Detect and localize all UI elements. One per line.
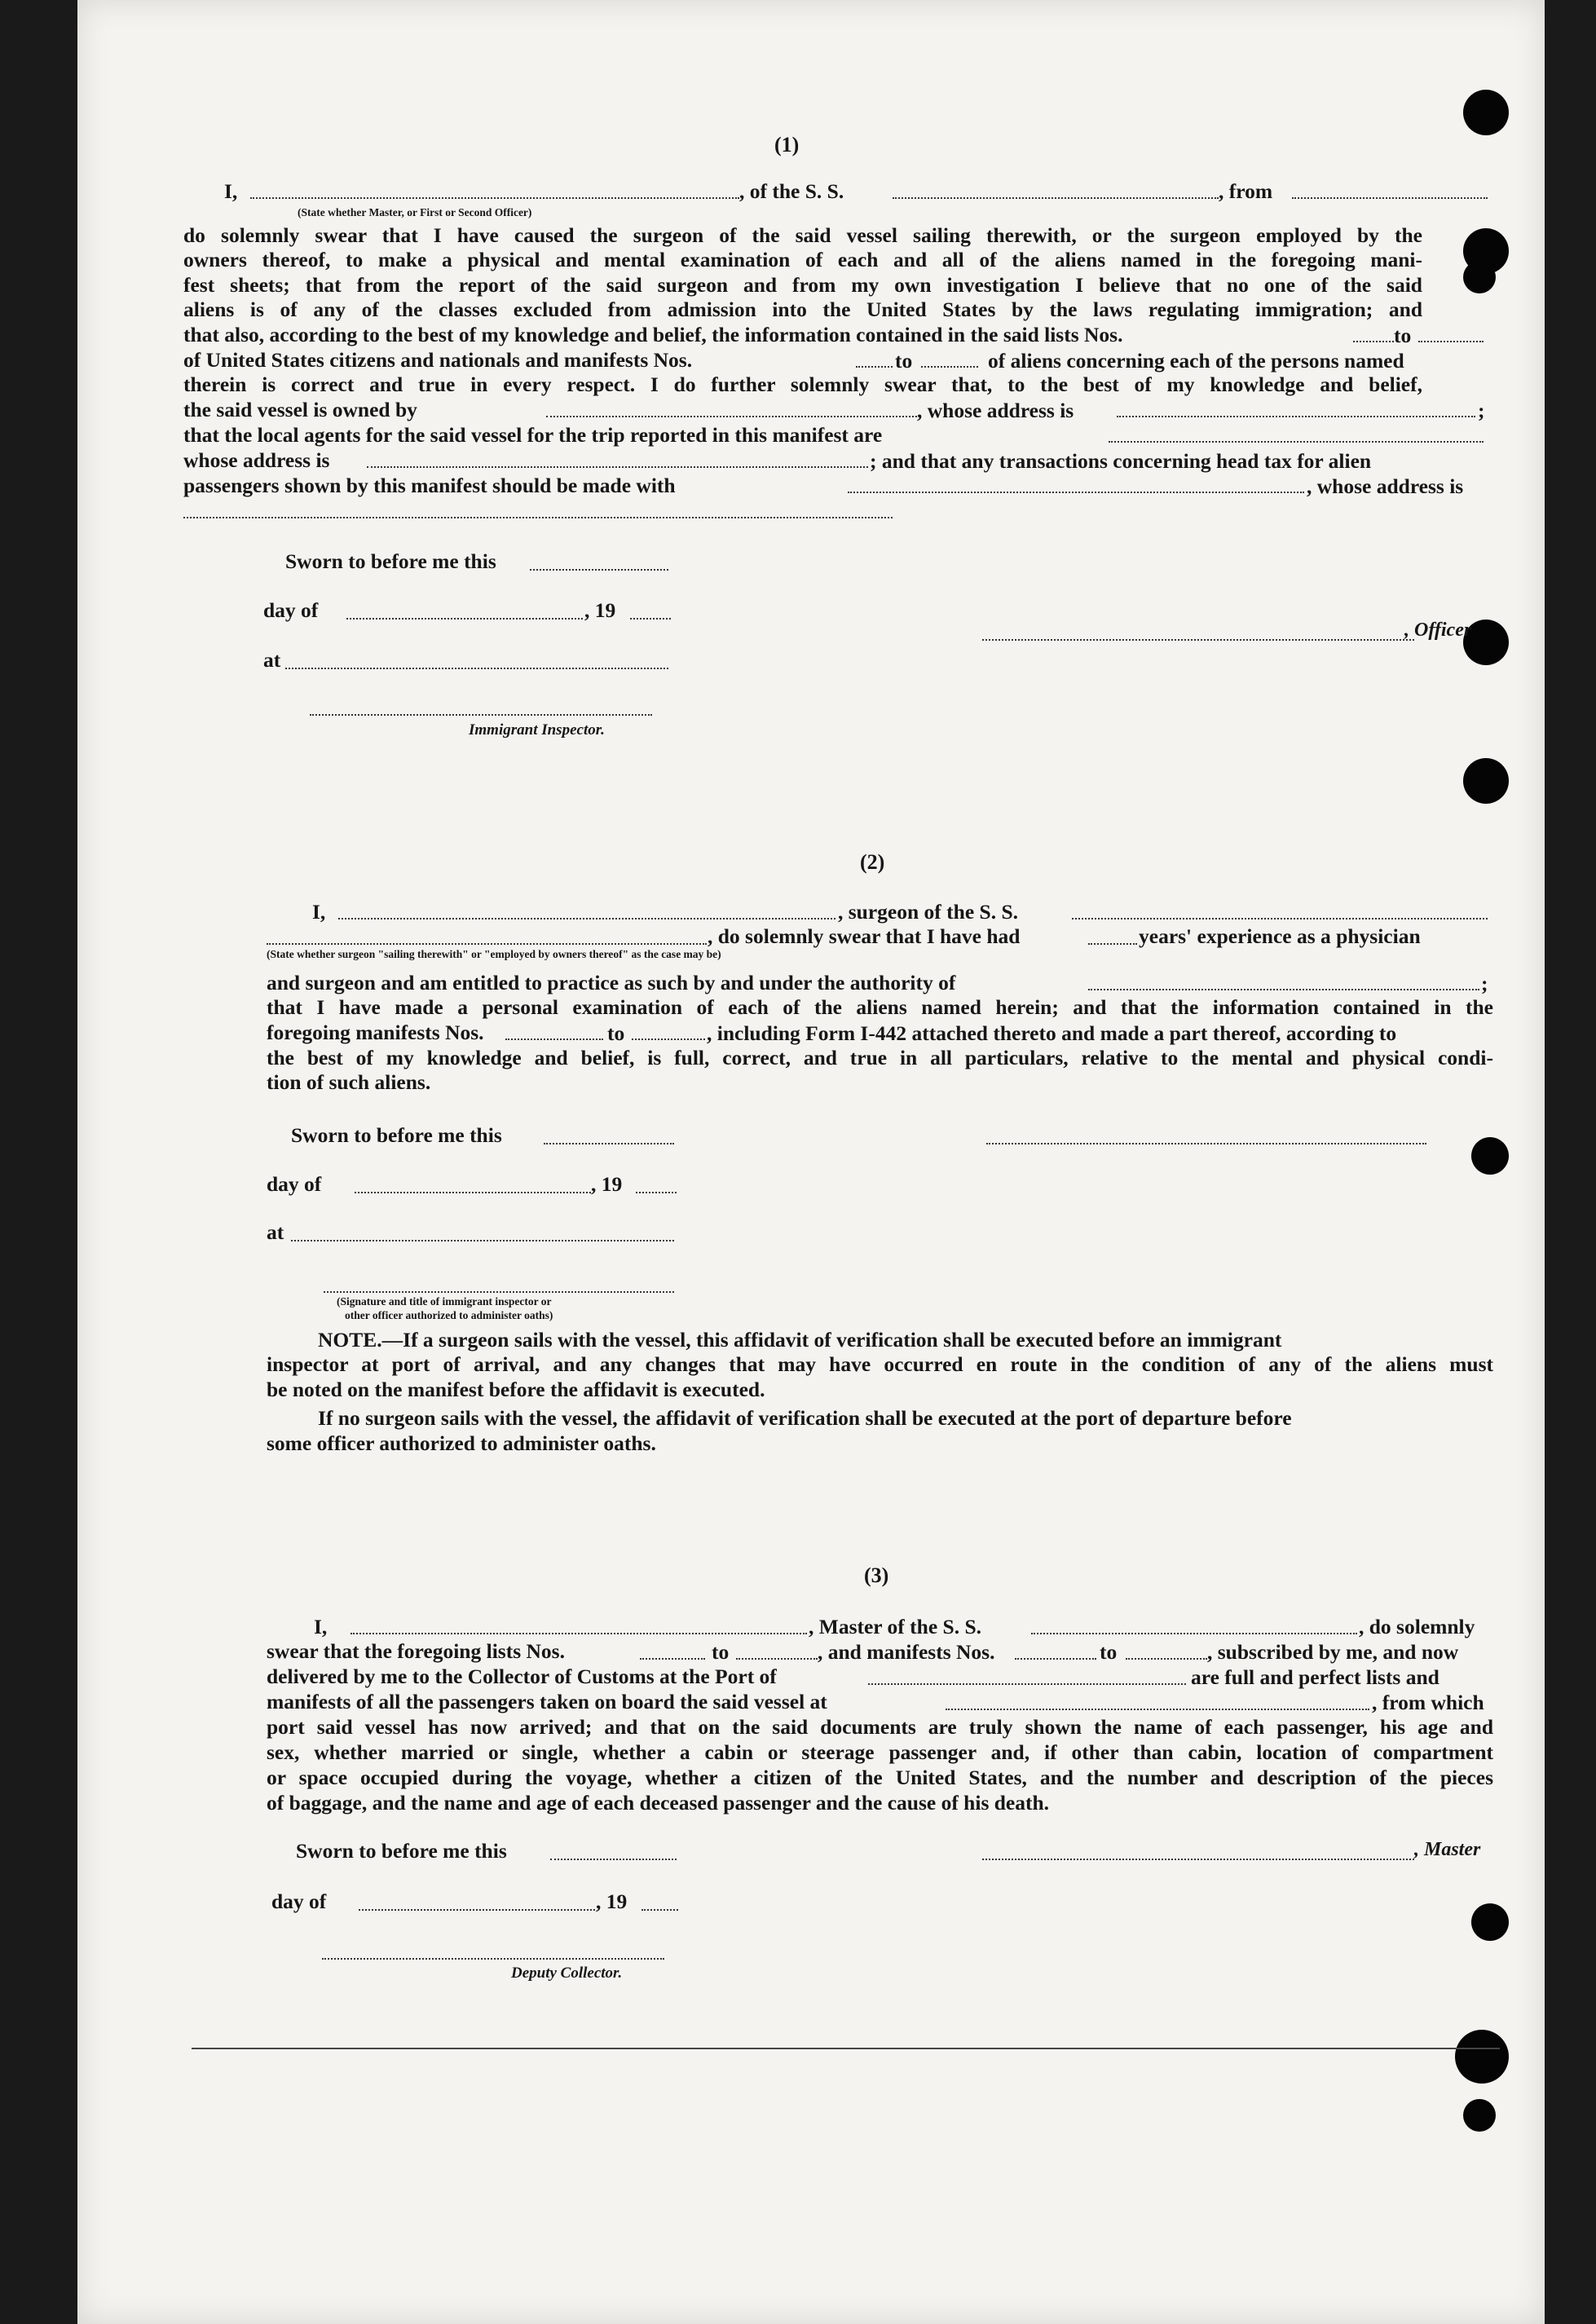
s3-line1-ship: , Master of the S. S. (809, 1615, 982, 1638)
s2-name-field (338, 905, 835, 919)
s3-sworn-field (550, 1846, 677, 1860)
s2-sworn-field (544, 1130, 674, 1144)
s1-lists-to (1418, 328, 1484, 342)
s3-line2-tail: , subscribed by me, and now (1207, 1640, 1459, 1664)
section-1-number: (1) (774, 133, 800, 157)
s2-manifest-from (505, 1025, 603, 1040)
s3-master: , Master (1414, 1839, 1481, 1860)
s1-agents-field (1109, 428, 1484, 443)
s1-line1-ship: , of the S. S. (739, 179, 844, 203)
s2-at-field (291, 1227, 674, 1241)
s3-line4-tail: , from which (1372, 1691, 1484, 1714)
s2-note-line: inspector at port of arrival, and any changes that may have occurred en route in the condition of any of the aliens must (267, 1352, 1493, 1376)
s1-owner-address (1117, 403, 1475, 417)
s2-sworn: Sworn to before me this (291, 1123, 502, 1147)
s1-day-of: day of (263, 598, 319, 622)
s3-line: of baggage, and the name and age of each deceased passenger and the cause of his death. (267, 1791, 1050, 1815)
punch-hole (1471, 1903, 1509, 1941)
s2-line2-a: , do solemnly swear that I have had (708, 924, 1021, 948)
s1-sub-note: (State whether Master, or First or Second Officer) (298, 206, 532, 218)
s3-master-sign (982, 1846, 1414, 1860)
s1-year: , 19 (584, 598, 616, 622)
s1-line: therein is correct and true in every respect. I do further solemnly swear that, to the best of my knowledge and belief, (183, 373, 1422, 396)
s1-line6-tail: of aliens concerning each of the persons named (988, 349, 1404, 373)
s2-note-line: be noted on the manifest before the affidavit is executed. (267, 1378, 765, 1401)
punch-hole (1463, 758, 1509, 804)
punch-hole (1471, 1137, 1509, 1175)
s1-manifest-from (856, 353, 893, 368)
s1-line: that the local agents for the said vessel for the trip reported in this manifest are (183, 423, 883, 447)
s2-line: that I have made a personal examination of each of the aliens named herein; and that the information contained in the (267, 995, 1493, 1019)
s1-year-field (630, 605, 671, 620)
s1-line10-tail: ; and that any transactions concerning head tax for alien (870, 449, 1372, 473)
s1-agents-address (367, 453, 868, 468)
s1-inspector-caption: Immigrant Inspector. (469, 721, 605, 739)
s2-line: tion of such aliens. (267, 1070, 431, 1094)
s3-day-of: day of (271, 1890, 327, 1913)
s1-owner-field (546, 403, 917, 417)
s2-line5-to: to (607, 1021, 625, 1045)
s2-capacity-field (267, 930, 707, 945)
s1-line8-mid: , whose address is (917, 399, 1074, 422)
s3-line: or space occupied during the voyage, whether a citizen of the United States, and the number and description of the pieces (267, 1766, 1493, 1789)
s1-lists-from (1353, 328, 1394, 342)
manifest-page (77, 0, 1545, 2324)
s2-line: and surgeon and am entitled to practice as such by and under the authority of (267, 971, 956, 994)
s2-surgeon-sign (986, 1130, 1426, 1144)
s2-years-field (1088, 930, 1137, 945)
s2-inspector-sign (324, 1278, 674, 1293)
s1-line: whose address is (183, 448, 330, 472)
bottom-rule (192, 2048, 1500, 2049)
s1-line: passengers shown by this manifest should be made with (183, 474, 676, 497)
s1-line: of United States citizens and nationals and manifests Nos. (183, 348, 693, 372)
s2-sig-note-2: other officer authorized to administer oaths) (345, 1309, 553, 1321)
s1-line: the said vessel is owned by (183, 398, 417, 421)
s3-line: port said vessel has now arrived; and that on the said documents are truly shown the name of each passenger, his age and (267, 1715, 1493, 1739)
s2-note-line: If no surgeon sails with the vessel, the affidavit of verification shall be executed at the port of departure before (318, 1406, 1292, 1430)
s1-ship-field (893, 184, 1219, 199)
s3-line3-tail: are full and perfect lists and (1191, 1665, 1439, 1689)
s2-line2-b: years' experience as a physician (1139, 924, 1421, 948)
s1-line1-from: , from (1219, 179, 1273, 203)
s1-line: owners thereof, to make a physical and mental examination of each and all of the aliens named in the foregoing mani- (183, 248, 1422, 271)
s1-from-field (1292, 184, 1488, 199)
s1-officer-field (982, 626, 1414, 641)
section-2-number: (2) (860, 850, 885, 874)
s2-semicolon: ; (1481, 972, 1488, 995)
s1-manifest-to (921, 353, 978, 368)
s3-line: manifests of all the passengers taken on board the said vessel at (267, 1690, 827, 1713)
s3-boarded-field (946, 1696, 1369, 1710)
s3-deputy-caption: Deputy Collector. (511, 1965, 623, 1982)
s3-ship-field (1031, 1620, 1357, 1634)
s2-line1-ship: , surgeon of the S. S. (838, 900, 1019, 924)
s2-at: at (267, 1220, 284, 1244)
s2-authority-field (1088, 976, 1479, 990)
s3-port-field (868, 1670, 1186, 1685)
s3-line: sex, whether married or single, whether a cabin or steerage passenger and, if other than cabin, location of compartment (267, 1740, 1493, 1764)
s1-semicolon: ; (1478, 399, 1485, 422)
s2-line1-i: I, (312, 900, 326, 924)
punch-hole (1455, 2030, 1509, 2084)
s3-manifest-to (1126, 1645, 1207, 1660)
s3-name-field (351, 1620, 807, 1634)
s1-officer: , Officer (1404, 620, 1472, 641)
s1-line: aliens is of any of the classes excluded from admission into the United States by the laws regulating immigration; and (183, 298, 1422, 321)
s3-day-field (359, 1896, 595, 1911)
s1-at: at (263, 648, 281, 672)
s2-line5-tail: , including Form I-442 attached thereto and made a part thereof, according to (707, 1021, 1397, 1045)
s1-day-field (346, 605, 583, 620)
punch-hole (1463, 90, 1509, 135)
s1-line: that also, according to the best of my knowledge and belief, the information contained in the said lists Nos. (183, 323, 1123, 346)
s2-manifest-to (632, 1025, 705, 1040)
s3-lists-from (640, 1645, 705, 1660)
s1-line: fest sheets; that from the report of the said surgeon and from my own investigation I believe that no one of the said (183, 273, 1422, 297)
s1-line6-to: to (895, 349, 913, 373)
s1-headtax-field (848, 478, 1304, 493)
s3-year: , 19 (596, 1890, 628, 1913)
punch-hole (1463, 261, 1496, 293)
s2-sub-note: (State whether surgeon "sailing therewith" or "employed by owners thereof" as the case may be) (267, 948, 721, 960)
s3-line2-mid: , and manifests Nos. (818, 1640, 995, 1664)
s3-year-field (641, 1896, 678, 1911)
s2-line: the best of my knowledge and belief, is full, correct, and true in all particulars, relative to the mental and physical condi- (267, 1046, 1493, 1069)
s1-at-field (285, 655, 668, 669)
s1-line1-i: I, (224, 179, 238, 203)
s2-year-field (636, 1179, 677, 1193)
s1-headtax-address (183, 504, 893, 518)
s3-manifest-from (1015, 1645, 1096, 1660)
s3-lists-to (736, 1645, 818, 1660)
s1-inspector-sign (310, 701, 652, 716)
s1-sworn-field (530, 556, 668, 571)
s2-note-line: NOTE.—If a surgeon sails with the vessel, this affidavit of verification shall be executed before an immigrant (318, 1328, 1282, 1352)
s2-day-field (355, 1179, 591, 1193)
s3-line: swear that the foregoing lists Nos. (267, 1639, 565, 1663)
s3-line1-tail: , do solemnly (1359, 1615, 1475, 1638)
s1-line5-to: to (1394, 324, 1412, 347)
punch-hole (1463, 2099, 1496, 2132)
s1-name-field (250, 184, 739, 199)
s2-day-of: day of (267, 1172, 322, 1196)
s2-sig-note-1: (Signature and title of immigrant inspector or (337, 1295, 552, 1308)
s1-line11-tail: , whose address is (1307, 474, 1464, 498)
s3-line2-to2: to (1100, 1640, 1118, 1664)
s3-sworn: Sworn to before me this (296, 1839, 507, 1863)
s1-sworn: Sworn to before me this (285, 549, 496, 573)
s3-line: delivered by me to the Collector of Customs at the Port of (267, 1665, 777, 1688)
s2-line: foregoing manifests Nos. (267, 1021, 484, 1044)
s3-line2-to: to (712, 1640, 730, 1664)
s2-ship-field (1072, 905, 1488, 919)
section-3-number: (3) (864, 1563, 889, 1587)
s3-deputy-sign (322, 1945, 664, 1960)
s2-year: , 19 (591, 1172, 623, 1196)
s3-line1-i: I, (314, 1615, 328, 1638)
s2-note-line: some officer authorized to administer oaths. (267, 1431, 656, 1455)
s1-line: do solemnly swear that I have caused the surgeon of the said vessel sailing therewith, or the surgeon employed by the (183, 223, 1422, 247)
